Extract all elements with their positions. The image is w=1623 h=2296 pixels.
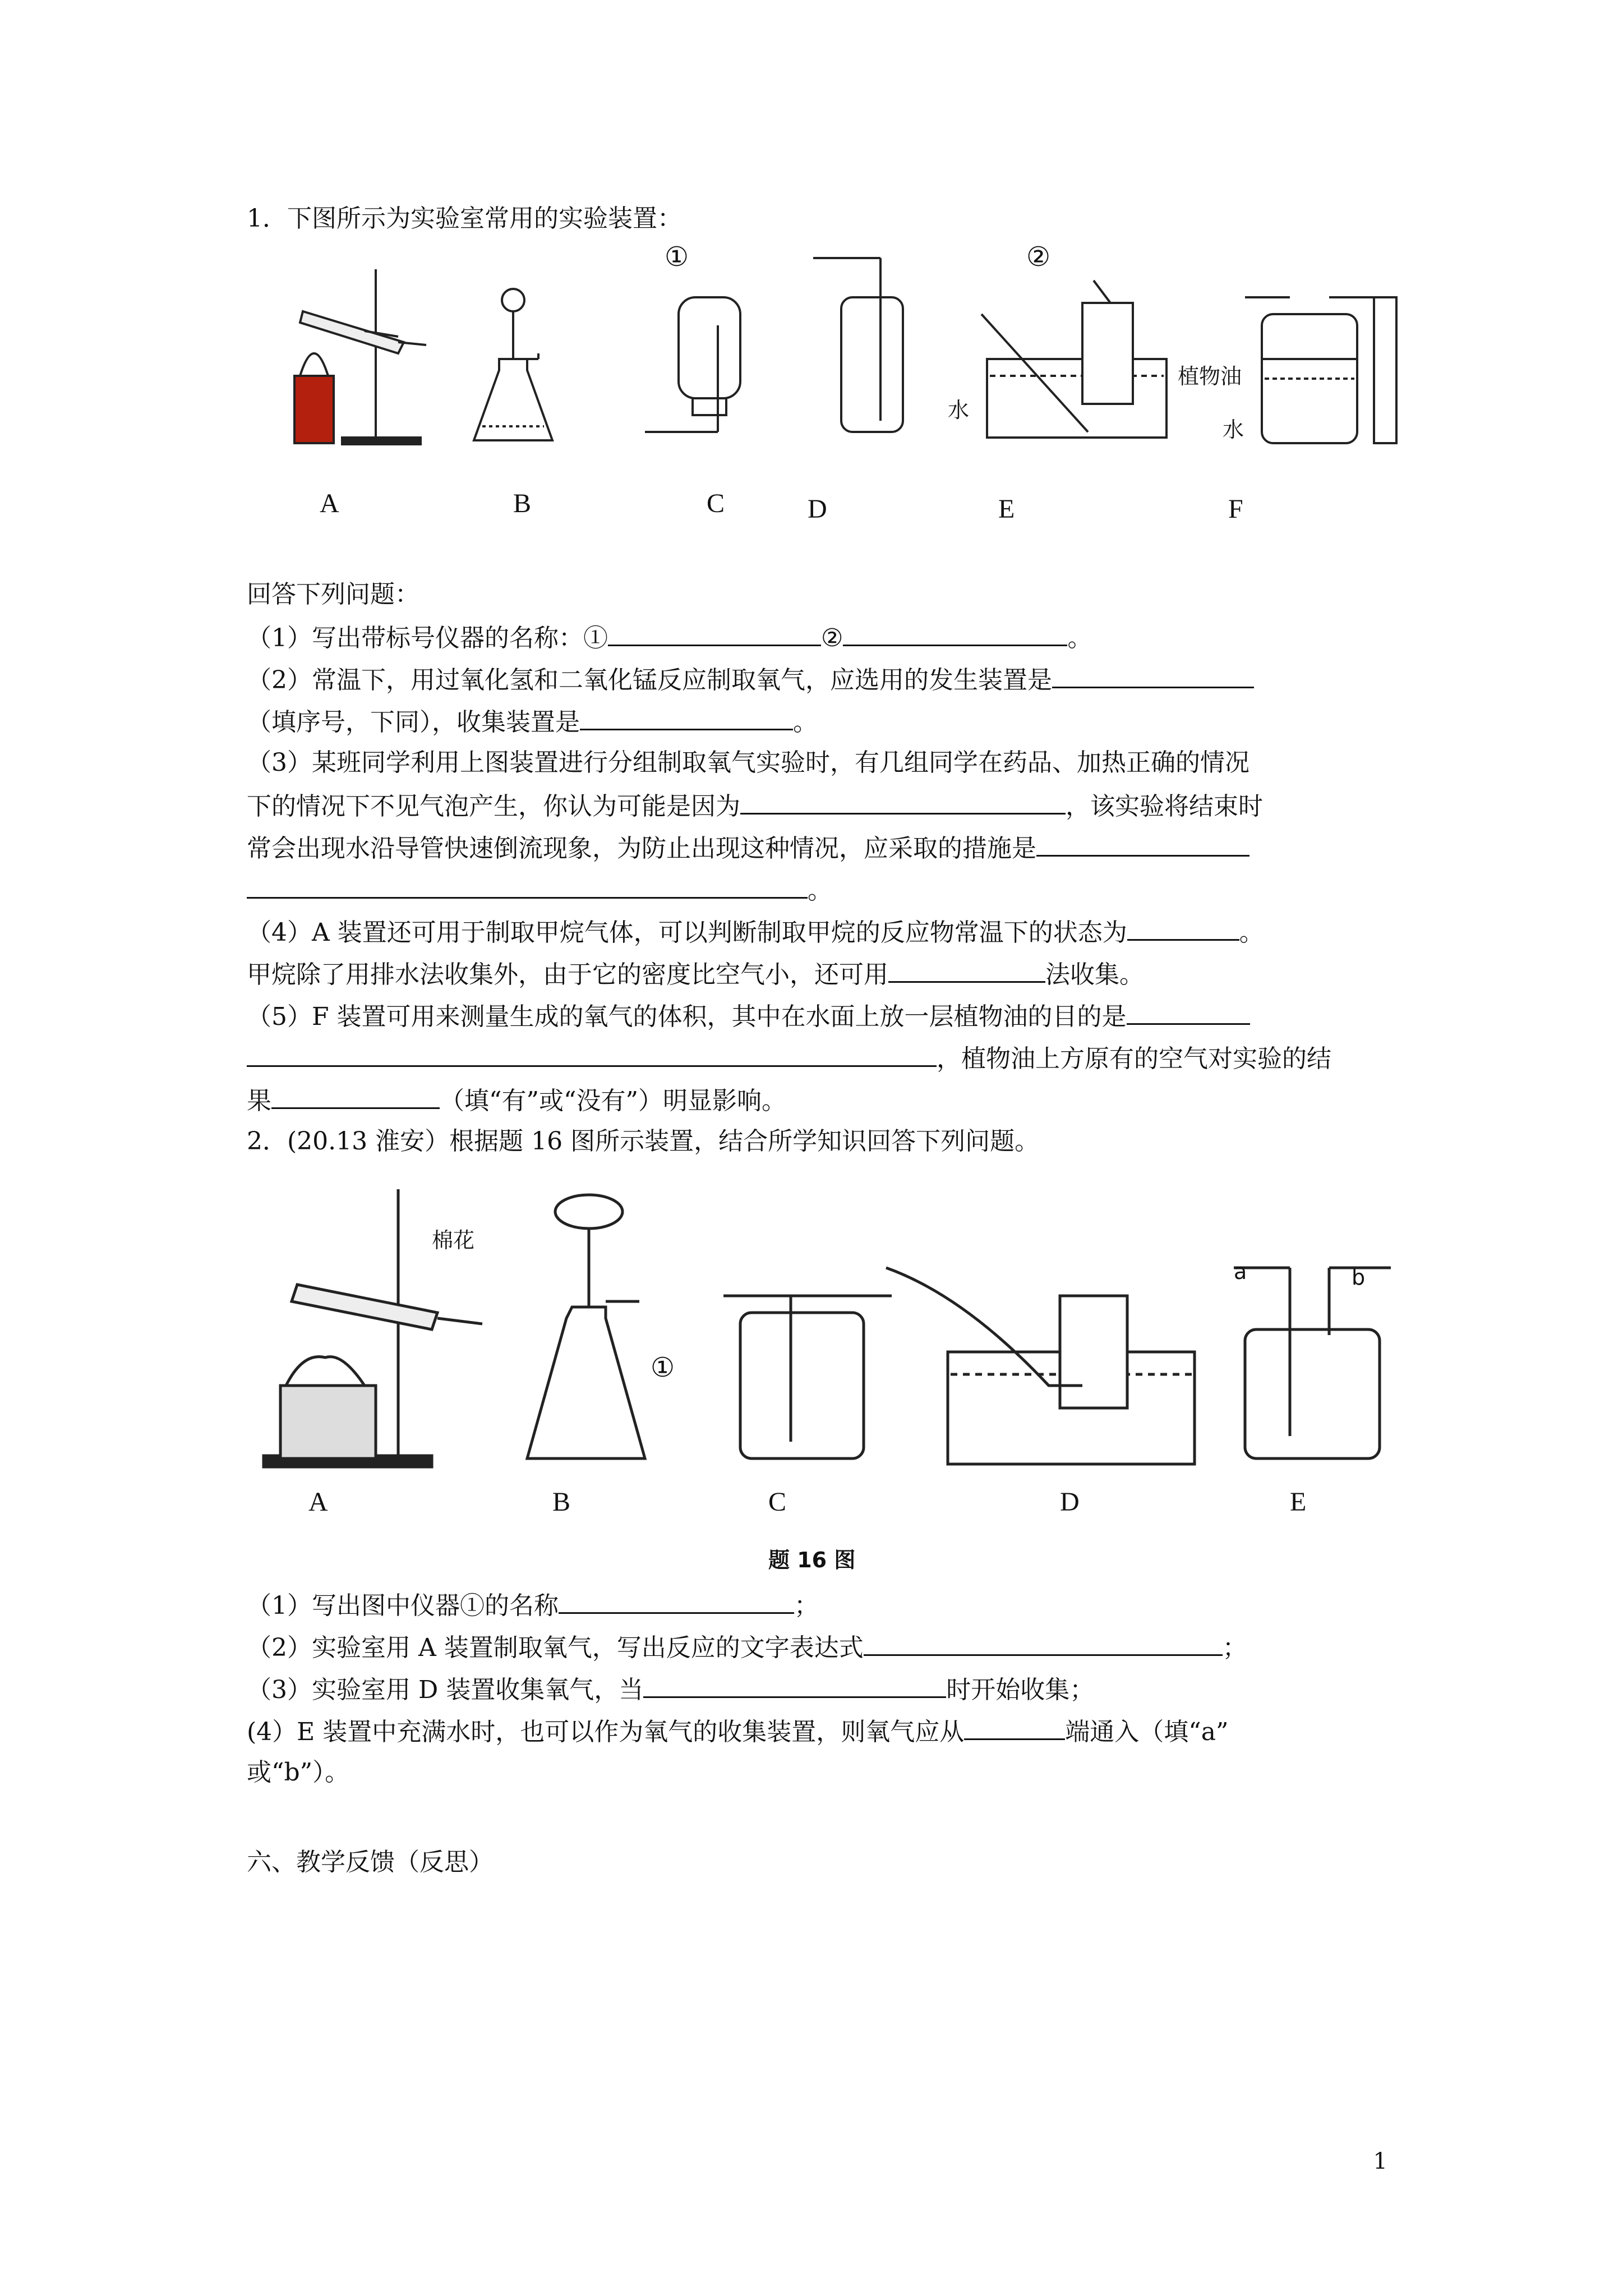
q2-fig-label-b: B	[552, 1487, 571, 1517]
q1-fig-label-c: C	[707, 489, 725, 518]
q1-p2-blank-1[interactable]	[1052, 662, 1254, 688]
q1-fig-label-b: B	[513, 489, 532, 518]
q1-p5-blank-2[interactable]	[271, 1083, 440, 1109]
q1-p2-blank-2[interactable]	[580, 704, 793, 730]
q1-marker-2: ②	[1026, 242, 1051, 272]
q1-p1-blank-1[interactable]	[608, 620, 821, 646]
q2-fig-label-c: C	[768, 1487, 787, 1517]
q2-p1-blank[interactable]	[559, 1588, 794, 1614]
q1-part3-line4: 。	[247, 872, 832, 908]
q1-fig-label-d: D	[808, 494, 827, 524]
q1-p5-blank-1a[interactable]	[1127, 999, 1250, 1025]
q2-fig-label-a: A	[308, 1487, 328, 1517]
apparatus-e-icon	[981, 280, 1166, 438]
q2-marker-1: ①	[651, 1353, 675, 1383]
q1-p4-blank-2[interactable]	[888, 956, 1045, 983]
q1-fig-label-f: F	[1228, 494, 1243, 524]
q2-p2-blank[interactable]	[864, 1630, 1223, 1656]
q2-fig-label-e: E	[1290, 1487, 1307, 1517]
q1-part2-line2: （填序号，下同），收集装置是 。	[247, 704, 818, 739]
q2-part2: （2）实验室用 A 装置制取氧气，写出反应的文字表达式 ；	[247, 1630, 1247, 1665]
q2-part1: （1）写出图中仪器①的名称 ；	[247, 1588, 819, 1623]
q2-intro: 2．(20.13 淮安）根据题 16 图所示装置，结合所学知识回答下列问题。	[247, 1127, 1040, 1156]
q2-figure-caption: 题 16 图	[768, 1548, 856, 1572]
q1-p1-blank-2[interactable]	[843, 620, 1067, 646]
q2-fig-label-d: D	[1060, 1487, 1080, 1517]
q1-label-oil: 植物油	[1178, 364, 1242, 389]
q1-part4-line2: 甲烷除了用排水法收集外，由于它的密度比空气小，还可用 法收集。	[247, 956, 1144, 992]
q1-answer-intro: 回答下列问题：	[247, 580, 419, 609]
q1-part3-line2: 下的情况下不见气泡产生，你认为可能是因为 ，该实验将结束时	[247, 788, 1263, 823]
q1-p4-blank-1[interactable]	[1127, 914, 1239, 941]
q1-part3-line1: （3）某班同学利用上图装置进行分组制取氧气实验时，有几组同学在药品、加热正确的情况	[247, 748, 1249, 777]
section-6-heading: 六、教学反馈（反思）	[247, 1848, 494, 1876]
q1-part1: （1）写出带标号仪器的名称：① ② 。	[247, 620, 1092, 655]
q2-apparatus-c-icon	[723, 1296, 892, 1458]
q1-part5-line1: （5）F 装置可用来测量生成的氧气的体积，其中在水面上放一层植物油的目的是	[247, 999, 1250, 1034]
q2-port-b: b	[1352, 1265, 1366, 1290]
q1-fig-label-a: A	[320, 489, 339, 518]
q2-p4-blank[interactable]	[964, 1714, 1065, 1740]
q1-fig-label-e: E	[998, 494, 1015, 524]
q1-p3-blank-1[interactable]	[740, 788, 1066, 815]
q1-p3-blank-2a[interactable]	[1036, 830, 1249, 857]
q1-intro: 1．下图所示为实验室常用的实验装置：	[247, 204, 682, 233]
q2-apparatus-b-icon	[527, 1195, 645, 1458]
page-number: 1	[1373, 2148, 1387, 2174]
q2-part3: （3）实验室用 D 装置收集氧气，当 时开始收集；	[247, 1672, 1094, 1707]
apparatus-a-icon	[294, 269, 426, 444]
q2-figure	[258, 1184, 1402, 1492]
q1-part5-line3: 果 （填“有”或“没有”）明显影响。	[247, 1083, 786, 1118]
apparatus-f-icon	[1245, 297, 1396, 443]
apparatus-c-icon	[645, 297, 740, 432]
q2-apparatus-d-icon	[886, 1268, 1195, 1464]
q2-p3-blank[interactable]	[643, 1672, 946, 1698]
q1-part2-line1: （2）常温下，用过氧化氢和二氧化锰反应制取氧气，应选用的发生装置是	[247, 662, 1254, 697]
q2-port-a: a	[1234, 1259, 1247, 1284]
q2-label-cotton: 棉花	[432, 1228, 475, 1253]
apparatus-b-icon	[474, 289, 552, 440]
q1-part3-line3: 常会出现水沿导管快速倒流现象，为防止出现这种情况，应采取的措施是	[247, 830, 1249, 866]
q1-p3-blank-2b[interactable]	[247, 872, 808, 899]
q1-part5-line2: ，植物油上方原有的空气对实验的结	[247, 1041, 1331, 1076]
q1-label-water2: 水	[1223, 417, 1244, 442]
q1-part4-line1: （4）A 装置还可用于制取甲烷气体，可以判断制取甲烷的反应物常温下的状态为 。	[247, 914, 1264, 950]
q2-part4-line1: (4）E 装置中充满水时，也可以作为氧气的收集装置，则氧气应从 端通入（填“a”	[247, 1714, 1229, 1749]
q1-label-water: 水	[948, 398, 970, 422]
apparatus-d-icon	[813, 258, 903, 432]
q2-part4-line2: 或“b”）。	[247, 1758, 350, 1787]
q2-apparatus-e-icon	[1234, 1268, 1391, 1458]
q1-p5-blank-1b[interactable]	[247, 1041, 937, 1067]
q1-marker-1: ①	[665, 242, 689, 272]
